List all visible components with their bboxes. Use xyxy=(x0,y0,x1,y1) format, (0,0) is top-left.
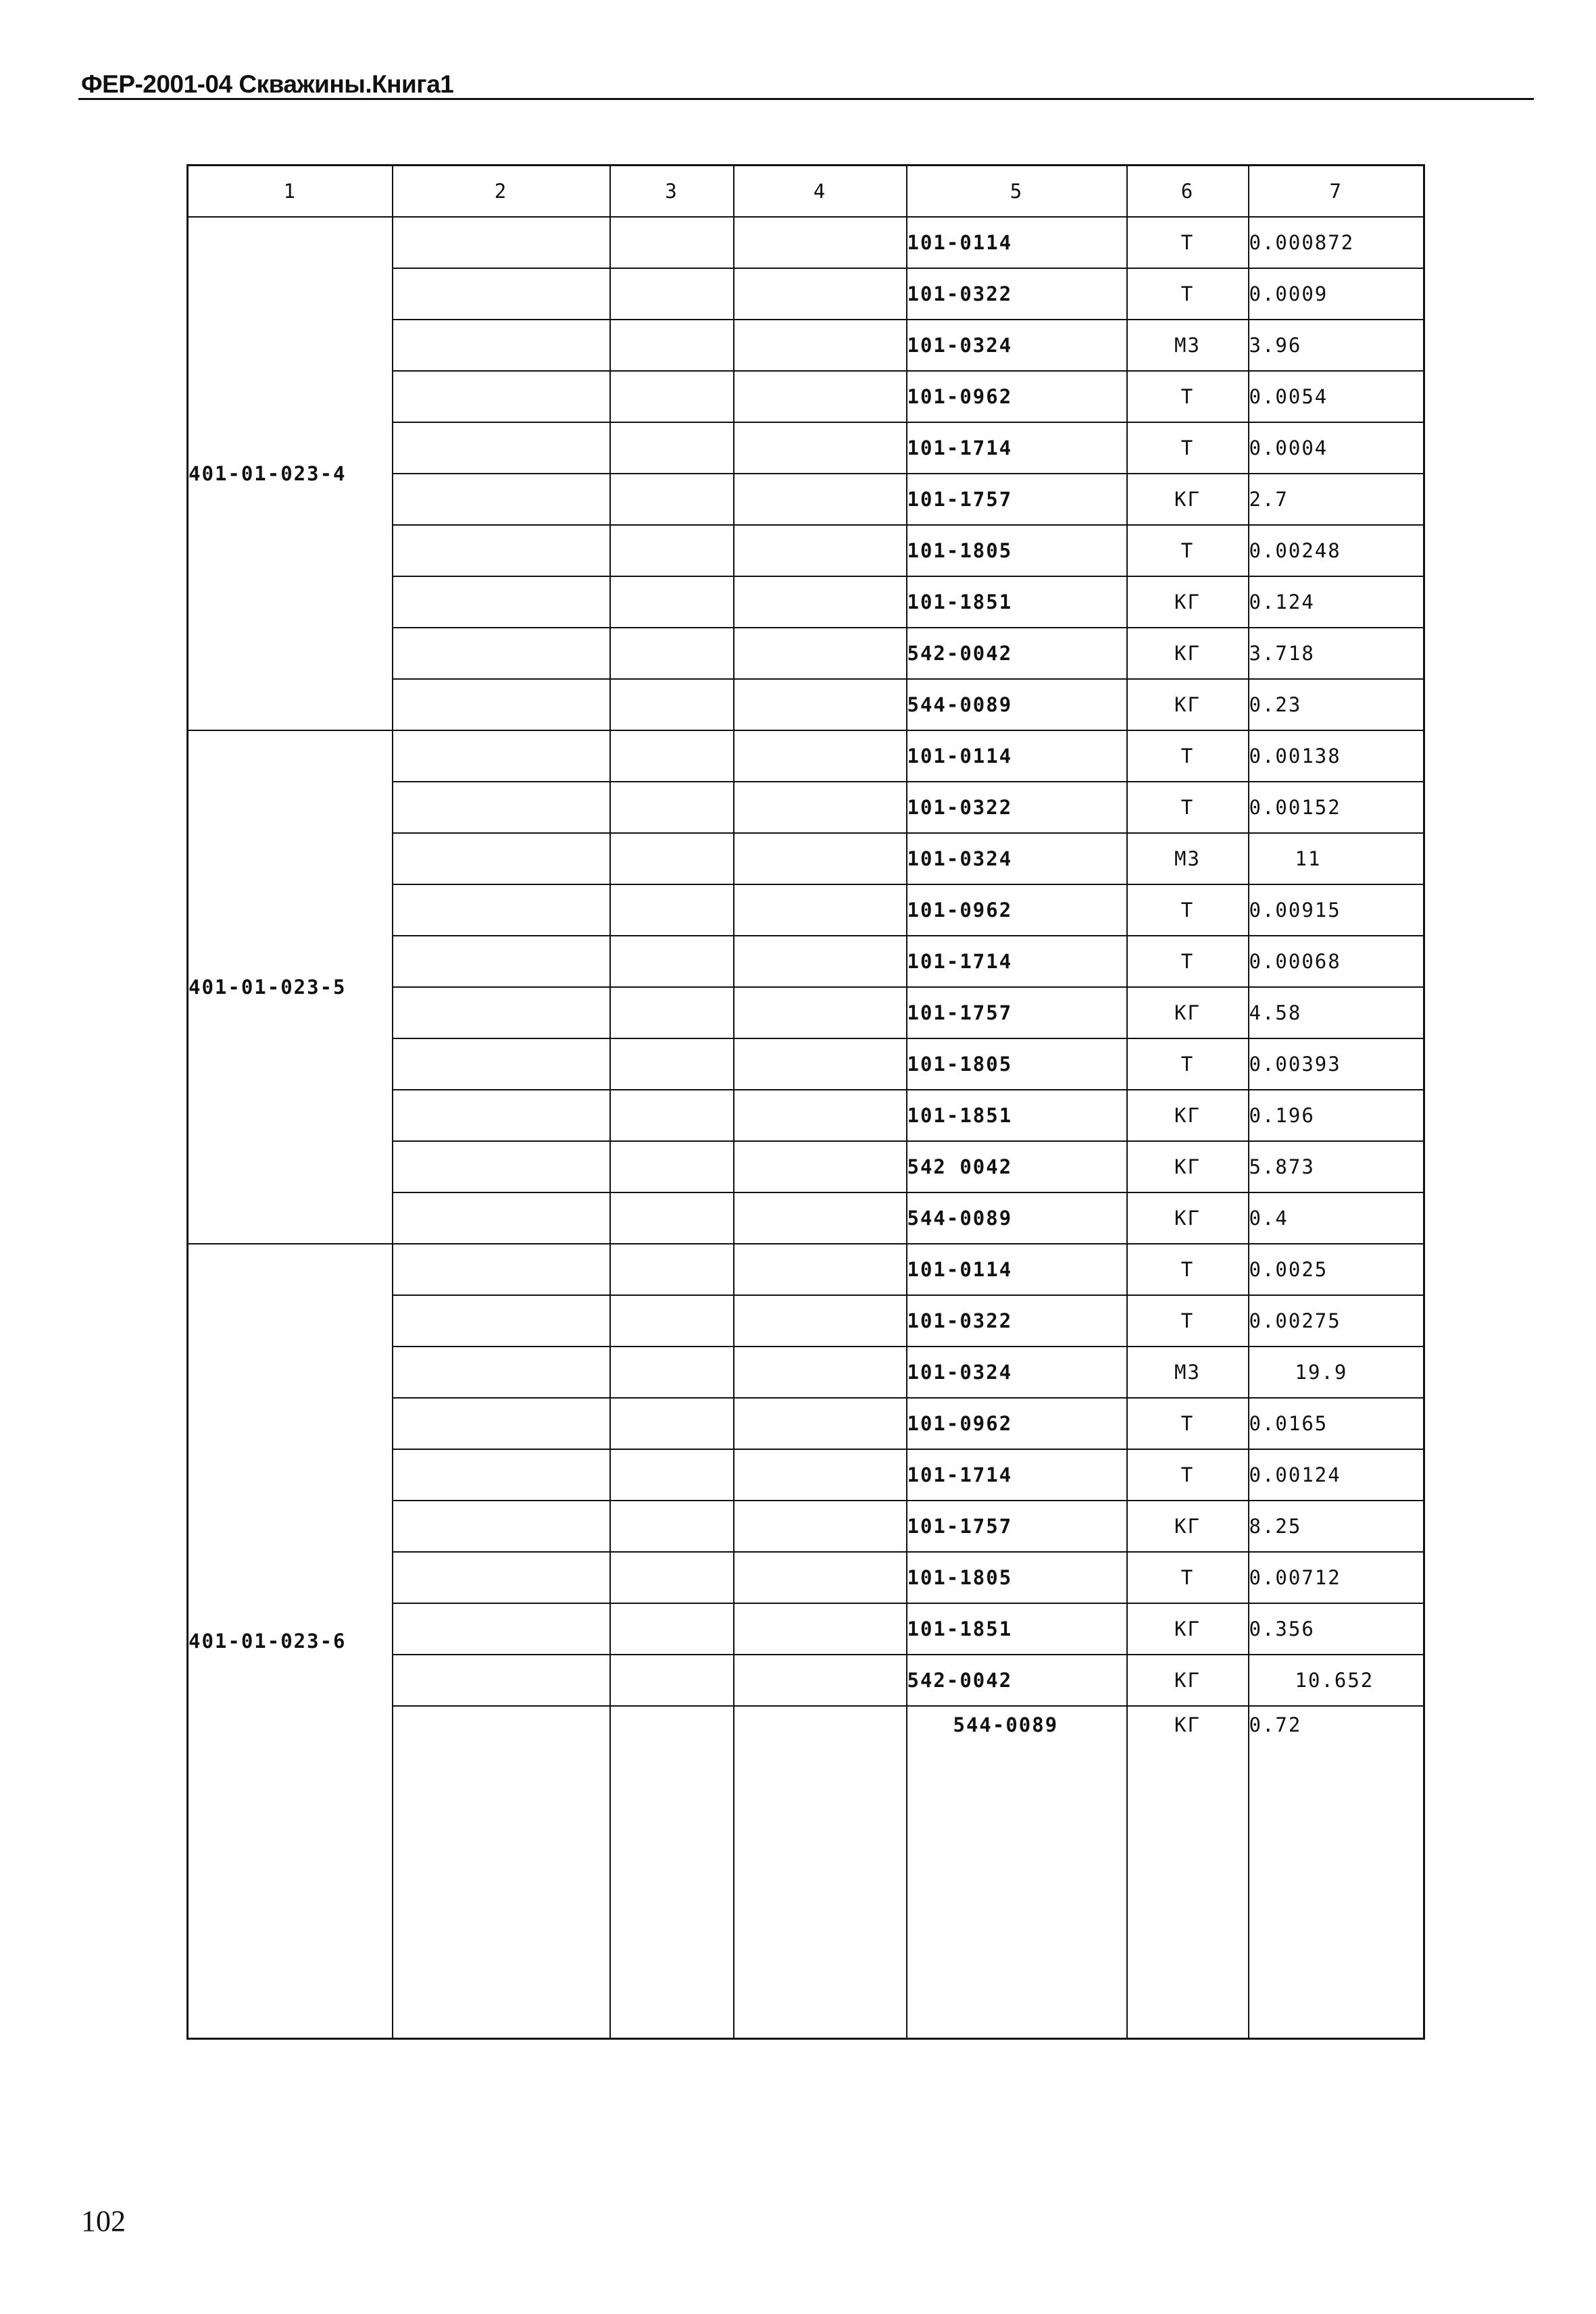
column-header-4: 4 xyxy=(734,166,907,218)
unit-cell: КГ xyxy=(1127,987,1249,1038)
table-header xyxy=(188,166,1424,218)
column-4-cell xyxy=(734,1244,907,1295)
unit-cell: Т xyxy=(1127,1295,1249,1347)
column-2-cell xyxy=(393,525,610,576)
quantity-cell: 3.718 xyxy=(1249,628,1424,679)
unit-cell: Т xyxy=(1127,884,1249,936)
resource-code-cell: 101-1851 xyxy=(907,576,1127,628)
column-3-cell xyxy=(610,1501,734,1552)
column-4-cell xyxy=(734,422,907,474)
column-2-cell xyxy=(393,576,610,628)
resource-code-cell: 101-1851 xyxy=(907,1090,1127,1141)
column-2-cell xyxy=(393,833,610,884)
unit-cell: Т xyxy=(1127,782,1249,833)
column-3-cell xyxy=(610,576,734,628)
unit-cell: КГ xyxy=(1127,679,1249,730)
column-header-6: 6 xyxy=(1127,166,1249,218)
column-3-cell xyxy=(610,1141,734,1192)
unit-cell: Т xyxy=(1127,1449,1249,1501)
column-4-cell xyxy=(734,884,907,936)
quantity-cell: 0.00248 xyxy=(1249,525,1424,576)
column-2-cell xyxy=(393,1295,610,1347)
quantity-cell: 0.0004 xyxy=(1249,422,1424,474)
column-2-cell xyxy=(393,1347,610,1398)
column-4-cell xyxy=(734,987,907,1038)
column-3-cell xyxy=(610,1552,734,1603)
column-4-cell xyxy=(734,679,907,730)
column-2-cell xyxy=(393,1398,610,1449)
quantity-cell: 0.00915 xyxy=(1249,884,1424,936)
column-3-cell xyxy=(610,936,734,987)
column-4-cell xyxy=(734,1090,907,1141)
column-3-cell xyxy=(610,1295,734,1347)
column-header-1: 1 xyxy=(188,166,393,218)
column-3-cell xyxy=(610,679,734,730)
unit-cell: КГ xyxy=(1127,576,1249,628)
unit-cell: М3 xyxy=(1127,320,1249,371)
table-row xyxy=(188,1244,1424,1295)
column-4-cell xyxy=(734,1449,907,1501)
resource-code-cell: 101-0962 xyxy=(907,371,1127,422)
column-4-cell xyxy=(734,833,907,884)
quantity-cell: 0.00124 xyxy=(1249,1449,1424,1501)
column-2-cell xyxy=(393,1141,610,1192)
quantity-cell: 0.23 xyxy=(1249,679,1424,730)
page-number: 102 xyxy=(81,2205,126,2238)
column-3-cell xyxy=(610,628,734,679)
unit-cell: Т xyxy=(1127,1398,1249,1449)
resource-code-cell: 101-1757 xyxy=(907,987,1127,1038)
quantity-cell: 11 xyxy=(1249,833,1424,884)
column-4-cell xyxy=(734,1603,907,1655)
quantity-cell: 0.00138 xyxy=(1249,730,1424,782)
quantity-cell: 0.000872 xyxy=(1249,217,1424,268)
quantity-cell: 0.0025 xyxy=(1249,1244,1424,1295)
unit-cell: КГ xyxy=(1127,1192,1249,1244)
unit-cell: М3 xyxy=(1127,1347,1249,1398)
column-2-cell xyxy=(393,1449,610,1501)
unit-cell: Т xyxy=(1127,1038,1249,1090)
unit-cell: Т xyxy=(1127,268,1249,320)
column-2-cell xyxy=(393,730,610,782)
column-2-cell xyxy=(393,884,610,936)
column-header-3: 3 xyxy=(610,166,734,218)
resource-code-cell: 542-0042 xyxy=(907,628,1127,679)
column-2-cell xyxy=(393,371,610,422)
unit-cell: КГ xyxy=(1127,1141,1249,1192)
resource-code-cell: 101-1805 xyxy=(907,1038,1127,1090)
resource-code-cell: 101-0114 xyxy=(907,730,1127,782)
column-4-cell xyxy=(734,1347,907,1398)
rate-code-cell: 401-01-023-4 xyxy=(188,217,393,730)
resource-code-cell: 101-0324 xyxy=(907,1347,1127,1398)
unit-cell: КГ xyxy=(1127,1655,1249,1706)
column-4-cell xyxy=(734,268,907,320)
column-3-cell xyxy=(610,1655,734,1706)
column-2-cell xyxy=(393,1552,610,1603)
quantity-cell: 0.00068 xyxy=(1249,936,1424,987)
resource-code-cell: 101-1851 xyxy=(907,1603,1127,1655)
quantity-cell: 0.124 xyxy=(1249,576,1424,628)
column-2-cell xyxy=(393,1244,610,1295)
unit-cell: Т xyxy=(1127,525,1249,576)
unit-cell: Т xyxy=(1127,422,1249,474)
column-3-cell xyxy=(610,474,734,525)
column-4-cell xyxy=(734,1295,907,1347)
quantity-cell: 0.356 xyxy=(1249,1603,1424,1655)
column-3-cell xyxy=(610,422,734,474)
unit-cell: КГ xyxy=(1127,1603,1249,1655)
resource-table xyxy=(186,164,1425,2040)
column-3-cell xyxy=(610,1192,734,1244)
column-3-cell xyxy=(610,217,734,268)
rate-code-cell: 401-01-023-6 xyxy=(188,1244,393,2039)
column-3-cell xyxy=(610,730,734,782)
column-4-cell xyxy=(734,730,907,782)
table-body xyxy=(188,217,1424,2039)
column-2-cell xyxy=(393,987,610,1038)
column-2-cell xyxy=(393,679,610,730)
column-4-cell xyxy=(734,217,907,268)
column-number-row xyxy=(188,166,1424,218)
resource-code-cell: 101-0322 xyxy=(907,782,1127,833)
quantity-cell: 0.4 xyxy=(1249,1192,1424,1244)
column-4-cell xyxy=(734,576,907,628)
resource-code-cell: 101-0962 xyxy=(907,884,1127,936)
resource-code-cell: 101-1714 xyxy=(907,936,1127,987)
quantity-cell: 2.7 xyxy=(1249,474,1424,525)
column-2-cell xyxy=(393,1090,610,1141)
quantity-cell: 0.00152 xyxy=(1249,782,1424,833)
column-2-cell xyxy=(393,474,610,525)
column-2-cell xyxy=(393,1192,610,1244)
unit-cell: КГ xyxy=(1127,1090,1249,1141)
column-4-cell xyxy=(734,371,907,422)
resource-code-cell: 101-0114 xyxy=(907,1244,1127,1295)
unit-cell: КГ xyxy=(1127,474,1249,525)
resource-code-cell: 544-0089 xyxy=(907,1192,1127,1244)
quantity-cell: 8.25 xyxy=(1249,1501,1424,1552)
resource-code-cell: 101-1757 xyxy=(907,1501,1127,1552)
quantity-cell: 0.196 xyxy=(1249,1090,1424,1141)
table-row xyxy=(188,730,1424,782)
column-4-cell xyxy=(734,1192,907,1244)
column-2-cell xyxy=(393,422,610,474)
column-3-cell xyxy=(610,1244,734,1295)
column-2-cell xyxy=(393,1501,610,1552)
resource-code-cell: 101-0322 xyxy=(907,1295,1127,1347)
column-2-cell xyxy=(393,782,610,833)
unit-cell: Т xyxy=(1127,1552,1249,1603)
resource-code-cell: 101-1805 xyxy=(907,525,1127,576)
column-4-cell xyxy=(734,1501,907,1552)
resource-code-cell: 544-0089 xyxy=(907,1706,1127,2039)
column-3-cell xyxy=(610,371,734,422)
resource-code-cell: 544-0089 xyxy=(907,679,1127,730)
quantity-cell: 0.0054 xyxy=(1249,371,1424,422)
resource-code-cell: 542-0042 xyxy=(907,1655,1127,1706)
unit-cell: Т xyxy=(1127,217,1249,268)
quantity-cell: 0.0009 xyxy=(1249,268,1424,320)
column-3-cell xyxy=(610,320,734,371)
column-2-cell xyxy=(393,1706,610,2039)
column-2-cell xyxy=(393,1655,610,1706)
column-4-cell xyxy=(734,320,907,371)
quantity-cell: 0.72 xyxy=(1249,1706,1424,2039)
table-row xyxy=(188,217,1424,268)
column-3-cell xyxy=(610,782,734,833)
column-2-cell xyxy=(393,1603,610,1655)
quantity-cell: 0.00393 xyxy=(1249,1038,1424,1090)
column-2-cell xyxy=(393,1038,610,1090)
column-header-2: 2 xyxy=(393,166,610,218)
column-3-cell xyxy=(610,1603,734,1655)
quantity-cell: 10.652 xyxy=(1249,1655,1424,1706)
quantity-cell: 19.9 xyxy=(1249,1347,1424,1398)
resource-code-cell: 101-0324 xyxy=(907,320,1127,371)
resource-code-cell: 101-1714 xyxy=(907,1449,1127,1501)
column-3-cell xyxy=(610,1706,734,2039)
column-2-cell xyxy=(393,217,610,268)
column-4-cell xyxy=(734,1038,907,1090)
column-4-cell xyxy=(734,1552,907,1603)
resource-code-cell: 101-0324 xyxy=(907,833,1127,884)
quantity-cell: 0.00712 xyxy=(1249,1552,1424,1603)
column-4-cell xyxy=(734,936,907,987)
header-rule xyxy=(78,98,1534,100)
resource-code-cell: 101-1714 xyxy=(907,422,1127,474)
column-3-cell xyxy=(610,833,734,884)
unit-cell: Т xyxy=(1127,730,1249,782)
column-3-cell xyxy=(610,525,734,576)
running-head-title: ФЕР-2001-04 Скважины.Книга1 xyxy=(81,70,454,98)
column-4-cell xyxy=(734,1655,907,1706)
resource-code-cell: 101-0962 xyxy=(907,1398,1127,1449)
column-2-cell xyxy=(393,628,610,679)
resource-code-cell: 542 0042 xyxy=(907,1141,1127,1192)
column-3-cell xyxy=(610,884,734,936)
column-3-cell xyxy=(610,268,734,320)
unit-cell: КГ xyxy=(1127,1501,1249,1552)
unit-cell: КГ xyxy=(1127,628,1249,679)
resource-code-cell: 101-0322 xyxy=(907,268,1127,320)
column-4-cell xyxy=(734,782,907,833)
column-2-cell xyxy=(393,268,610,320)
unit-cell: Т xyxy=(1127,1244,1249,1295)
column-2-cell xyxy=(393,936,610,987)
column-3-cell xyxy=(610,1090,734,1141)
quantity-cell: 0.00275 xyxy=(1249,1295,1424,1347)
quantity-cell: 4.58 xyxy=(1249,987,1424,1038)
unit-cell: Т xyxy=(1127,936,1249,987)
column-4-cell xyxy=(734,474,907,525)
quantity-cell: 5.873 xyxy=(1249,1141,1424,1192)
column-4-cell xyxy=(734,1706,907,2039)
column-3-cell xyxy=(610,1347,734,1398)
rate-code-cell: 401-01-023-5 xyxy=(188,730,393,1244)
quantity-cell: 0.0165 xyxy=(1249,1398,1424,1449)
quantity-cell: 3.96 xyxy=(1249,320,1424,371)
unit-cell: КГ xyxy=(1127,1706,1249,2039)
column-header-7: 7 xyxy=(1249,166,1424,218)
column-header-5: 5 xyxy=(907,166,1127,218)
column-4-cell xyxy=(734,525,907,576)
column-3-cell xyxy=(610,1398,734,1449)
column-3-cell xyxy=(610,1449,734,1501)
resource-code-cell: 101-0114 xyxy=(907,217,1127,268)
resource-code-cell: 101-1757 xyxy=(907,474,1127,525)
column-2-cell xyxy=(393,320,610,371)
resource-code-cell: 101-1805 xyxy=(907,1552,1127,1603)
column-3-cell xyxy=(610,1038,734,1090)
column-3-cell xyxy=(610,987,734,1038)
column-4-cell xyxy=(734,1398,907,1449)
unit-cell: Т xyxy=(1127,371,1249,422)
unit-cell: М3 xyxy=(1127,833,1249,884)
column-4-cell xyxy=(734,628,907,679)
column-4-cell xyxy=(734,1141,907,1192)
